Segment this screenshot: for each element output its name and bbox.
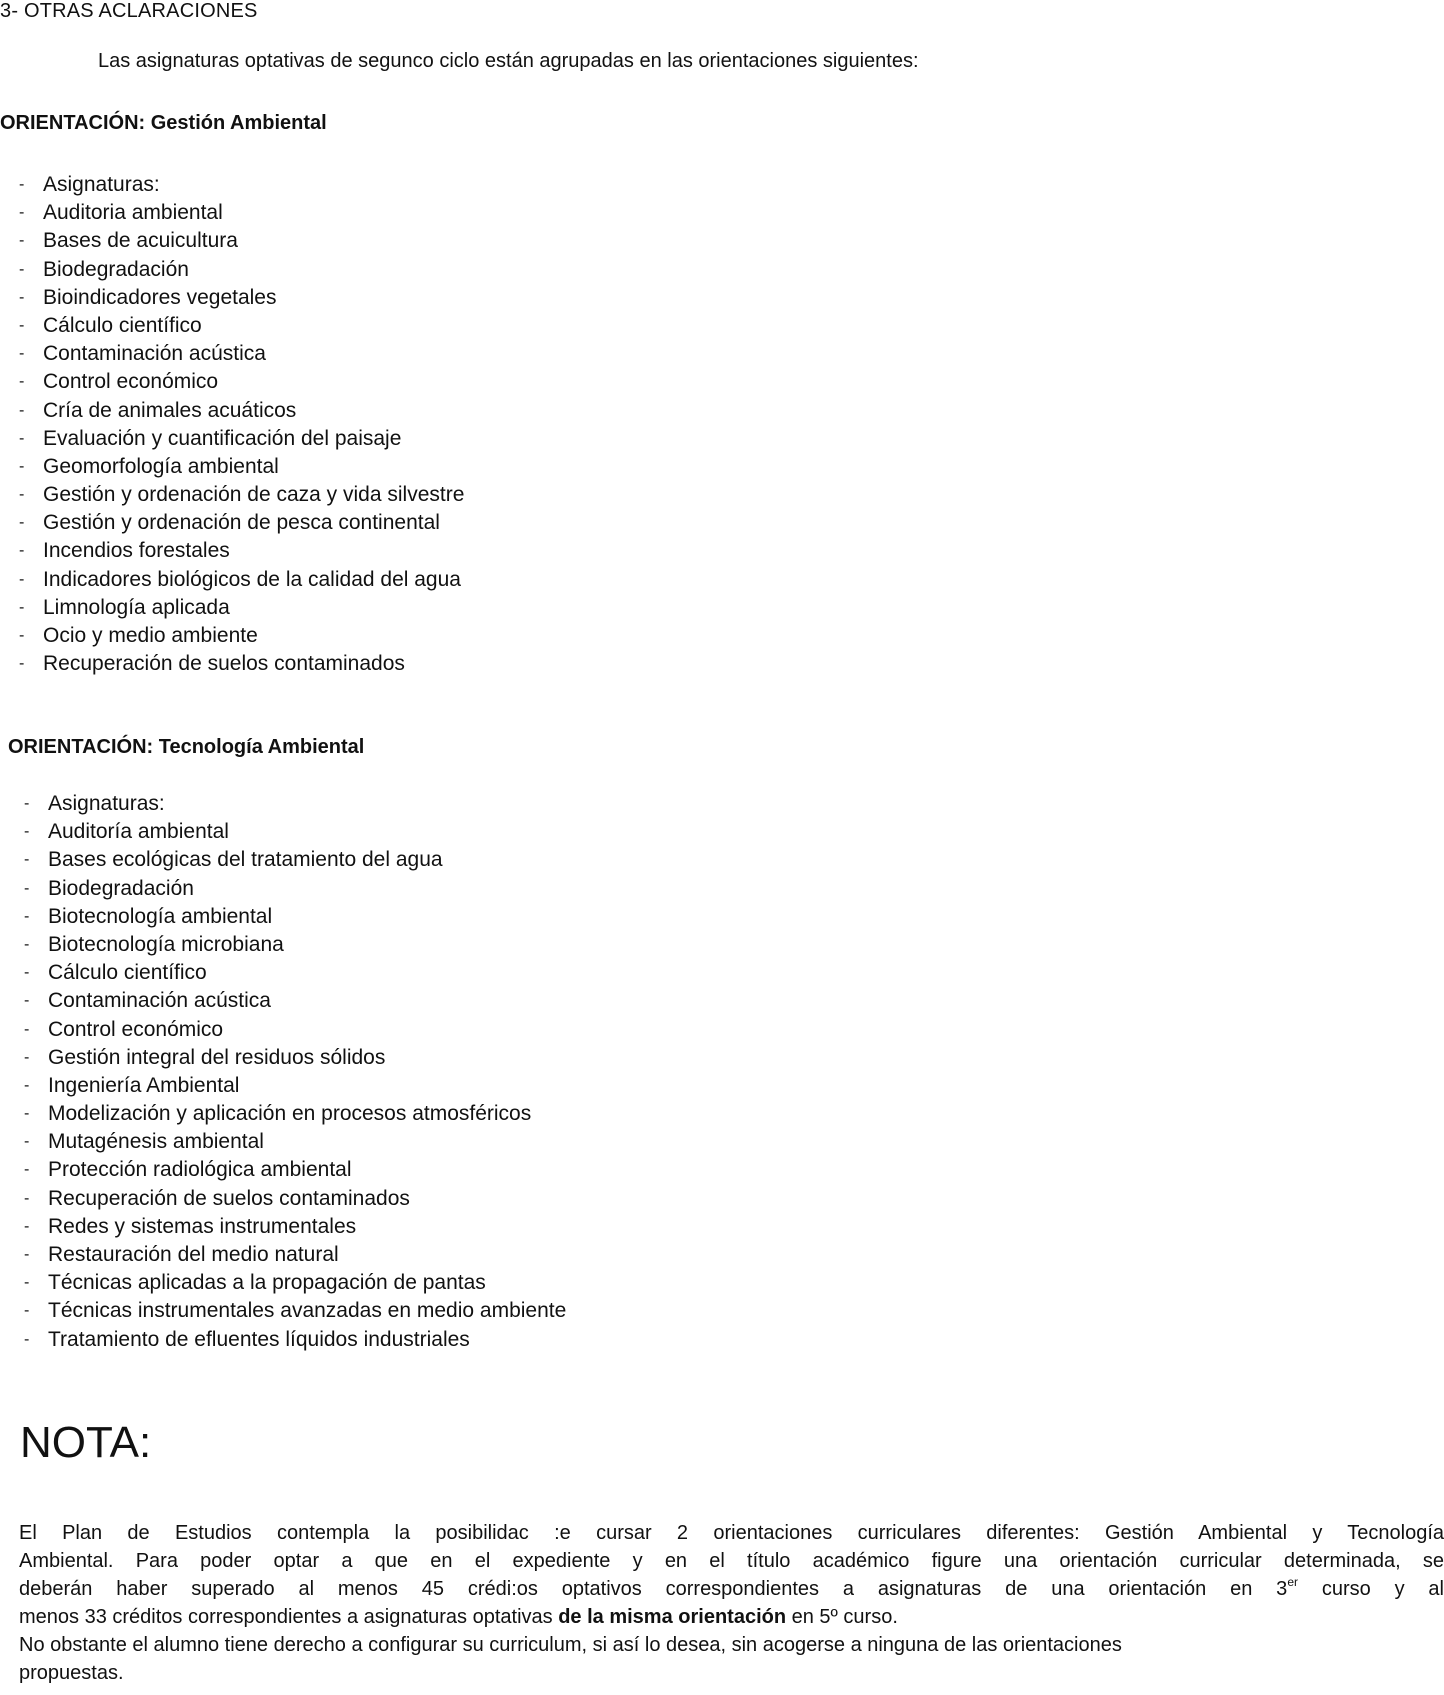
list-item	[19, 537, 464, 565]
subject-name: Cálculo científico	[48, 961, 207, 985]
section-heading: 3- OTRAS ACLARACIONES	[0, 0, 258, 22]
dash-bullet-icon: -	[24, 879, 30, 897]
list-item	[19, 284, 464, 312]
dash-bullet-icon: -	[24, 907, 30, 925]
list-item	[24, 1326, 566, 1354]
list-item	[24, 1241, 566, 1269]
subject-name: Gestión y ordenación de caza y vida silvestre	[43, 483, 465, 507]
dash-bullet-icon: -	[19, 288, 25, 306]
list-item	[24, 959, 566, 987]
list-item	[19, 622, 464, 650]
subject-name: Bases ecológicas del tratamiento del agua	[48, 848, 443, 872]
list-item	[24, 1297, 566, 1325]
dash-bullet-icon: -	[19, 514, 25, 532]
subject-name: Gestión y ordenación de pesca continental	[43, 511, 440, 535]
dash-bullet-icon: -	[24, 1020, 30, 1038]
subject-name: Asignaturas:	[43, 173, 160, 196]
list-item	[19, 650, 464, 678]
subject-name: Bioindicadores vegetales	[43, 285, 277, 309]
list-item	[24, 1213, 566, 1241]
dash-bullet-icon: -	[24, 1189, 30, 1207]
dash-bullet-icon: -	[19, 176, 25, 193]
list-item	[19, 312, 464, 340]
nota-line-5: No obstante el alumno tiene derecho a configurar su curriculum, si así lo desea, sin acogerse a ninguna de las orientaciones	[19, 1634, 1122, 1656]
subject-name: Auditoría ambiental	[48, 820, 229, 844]
dash-bullet-icon: -	[24, 964, 30, 982]
list-item	[24, 1128, 566, 1156]
nota-line-3-text: deberán haber superado al menos 45 crédi:os optativos correspondientes a asignaturas de una orientación en 3	[19, 1578, 1288, 1600]
list-item	[19, 425, 464, 453]
dash-bullet-icon: -	[19, 486, 25, 504]
subject-name: Protección radiológica ambiental	[48, 1158, 352, 1182]
dash-bullet-icon: -	[19, 260, 25, 278]
dash-bullet-icon: -	[19, 204, 25, 222]
subject-name: Contaminación acústica	[43, 342, 266, 366]
dash-bullet-icon: -	[19, 655, 25, 673]
subject-name: Técnicas aplicadas a la propagación de pantas	[48, 1271, 486, 1295]
ordinal-superscript: er	[1287, 1575, 1298, 1589]
subject-list-tecnologia	[24, 790, 566, 1354]
subject-name: Biotecnología ambiental	[48, 904, 273, 928]
subject-name: Control económico	[48, 1017, 224, 1041]
subject-name: Ingeniería Ambiental	[48, 1073, 240, 1097]
dash-bullet-icon: -	[24, 823, 30, 841]
subject-name: Evaluación y cuantificación del paisaje	[43, 426, 402, 450]
subject-name: Auditoria ambiental	[43, 201, 223, 225]
list-item	[19, 566, 464, 594]
list-item	[24, 1269, 566, 1297]
dash-bullet-icon: -	[24, 1274, 30, 1292]
dash-bullet-icon: -	[19, 316, 25, 334]
dash-bullet-icon: -	[19, 598, 25, 616]
list-item	[24, 903, 566, 931]
subject-name: Recuperación de suelos contaminados	[43, 652, 405, 676]
subject-name: Biodegradación	[48, 876, 194, 900]
subject-name: Geomorfología ambiental	[43, 454, 279, 478]
list-item	[24, 790, 566, 818]
list-item	[24, 1072, 566, 1100]
list-item	[19, 171, 464, 199]
subject-name: Gestión integral del residuos sólidos	[48, 1045, 386, 1069]
nota-line-2: Ambiental. Para poder optar a que en el expediente y en el título académico figure una orientación curricular determinada, se	[19, 1550, 1444, 1572]
nota-emphasis: de la misma orientación	[558, 1606, 787, 1628]
intro-paragraph: Las asignaturas optativas de segunco ciclo están agrupadas en las orientaciones siguientes:	[98, 50, 919, 72]
list-item	[24, 846, 566, 874]
subject-name: Limnología aplicada	[43, 595, 230, 619]
nota-line-3	[19, 1575, 1444, 1603]
subject-name: Restauración del medio natural	[48, 1243, 339, 1266]
subject-name: Cría de animales acuáticos	[43, 398, 297, 422]
subject-name: Incendios forestales	[43, 539, 230, 563]
subject-name: Contaminación acústica	[48, 989, 271, 1013]
dash-bullet-icon: -	[19, 373, 25, 391]
orientation-title-gestion: ORIENTACIÓN: Gestión Ambiental	[0, 112, 327, 134]
list-item	[19, 453, 464, 481]
dash-bullet-icon: -	[24, 1076, 30, 1094]
list-item	[24, 875, 566, 903]
subject-name: Control económico	[43, 370, 219, 394]
orientation-title-tecnologia: ORIENTACIÓN: Tecnología Ambiental	[8, 736, 365, 758]
dash-bullet-icon: -	[19, 429, 25, 447]
subject-name: Bases de acuicultura	[43, 229, 238, 253]
list-item	[24, 1044, 566, 1072]
subject-name: Técnicas instrumentales avanzadas en medio ambiente	[48, 1299, 567, 1323]
list-item	[24, 987, 566, 1015]
nota-line-1: El Plan de Estudios contempla la posibilidac :e cursar 2 orientaciones curriculares diferentes: Gestión Ambiental y Tecnología	[19, 1522, 1444, 1544]
dash-bullet-icon: -	[19, 457, 25, 475]
list-item	[24, 1100, 566, 1128]
list-item	[19, 594, 464, 622]
list-item	[24, 1185, 566, 1213]
dash-bullet-icon: -	[24, 1217, 30, 1235]
dash-bullet-icon: -	[24, 1048, 30, 1066]
subject-name: Asignaturas:	[48, 792, 165, 815]
dash-bullet-icon: -	[19, 232, 25, 250]
list-item	[19, 340, 464, 368]
list-item	[24, 1016, 566, 1044]
list-item	[19, 368, 464, 396]
list-item	[19, 481, 464, 509]
nota-line-4	[19, 1603, 1444, 1631]
subject-name: Ocio y medio ambiente	[43, 624, 258, 647]
nota-title: NOTA:	[20, 1418, 152, 1467]
dash-bullet-icon: -	[24, 851, 30, 869]
dash-bullet-icon: -	[19, 570, 25, 588]
dash-bullet-icon: -	[24, 1302, 30, 1320]
dash-bullet-icon: -	[19, 542, 25, 560]
subject-name: Mutagénesis ambiental	[48, 1130, 264, 1154]
nota-body	[19, 1519, 1444, 1687]
subject-name: Redes y sistemas instrumentales	[48, 1214, 357, 1238]
subject-name: Indicadores biológicos de la calidad del agua	[43, 567, 461, 591]
dash-bullet-icon: -	[24, 992, 30, 1010]
subject-name: Tratamiento de efluentes líquidos industriales	[48, 1327, 470, 1351]
subject-name: Cálculo científico	[43, 313, 202, 337]
dash-bullet-icon: -	[19, 401, 25, 419]
list-item	[24, 931, 566, 959]
list-item	[19, 397, 464, 425]
nota-line-4-tail: en 5º curso.	[786, 1606, 898, 1628]
dash-bullet-icon: -	[19, 345, 25, 363]
list-item	[19, 256, 464, 284]
subject-name: Recuperación de suelos contaminados	[48, 1186, 410, 1210]
list-item	[19, 227, 464, 255]
dash-bullet-icon: -	[24, 935, 30, 953]
subject-name: Biotecnología microbiana	[48, 932, 284, 956]
dash-bullet-icon: -	[24, 1133, 30, 1151]
dash-bullet-icon: -	[24, 1246, 30, 1263]
nota-line-3-tail: curso y al	[1297, 1578, 1444, 1600]
subject-name: Biodegradación	[43, 257, 189, 281]
dash-bullet-icon: -	[24, 1105, 30, 1123]
dash-bullet-icon: -	[24, 1330, 30, 1348]
list-item	[24, 1156, 566, 1184]
nota-line-6: propuestas.	[19, 1662, 124, 1684]
dash-bullet-icon: -	[24, 1161, 30, 1179]
subject-name: Modelización y aplicación en procesos atmosféricos	[48, 1102, 532, 1126]
list-item	[19, 199, 464, 227]
list-item	[19, 509, 464, 537]
list-item	[24, 818, 566, 846]
subject-list-gestion	[19, 171, 464, 678]
dash-bullet-icon: -	[24, 795, 30, 812]
nota-line-4-text: menos 33 créditos correspondientes a asignaturas optativas	[19, 1606, 559, 1628]
dash-bullet-icon: -	[19, 627, 25, 644]
